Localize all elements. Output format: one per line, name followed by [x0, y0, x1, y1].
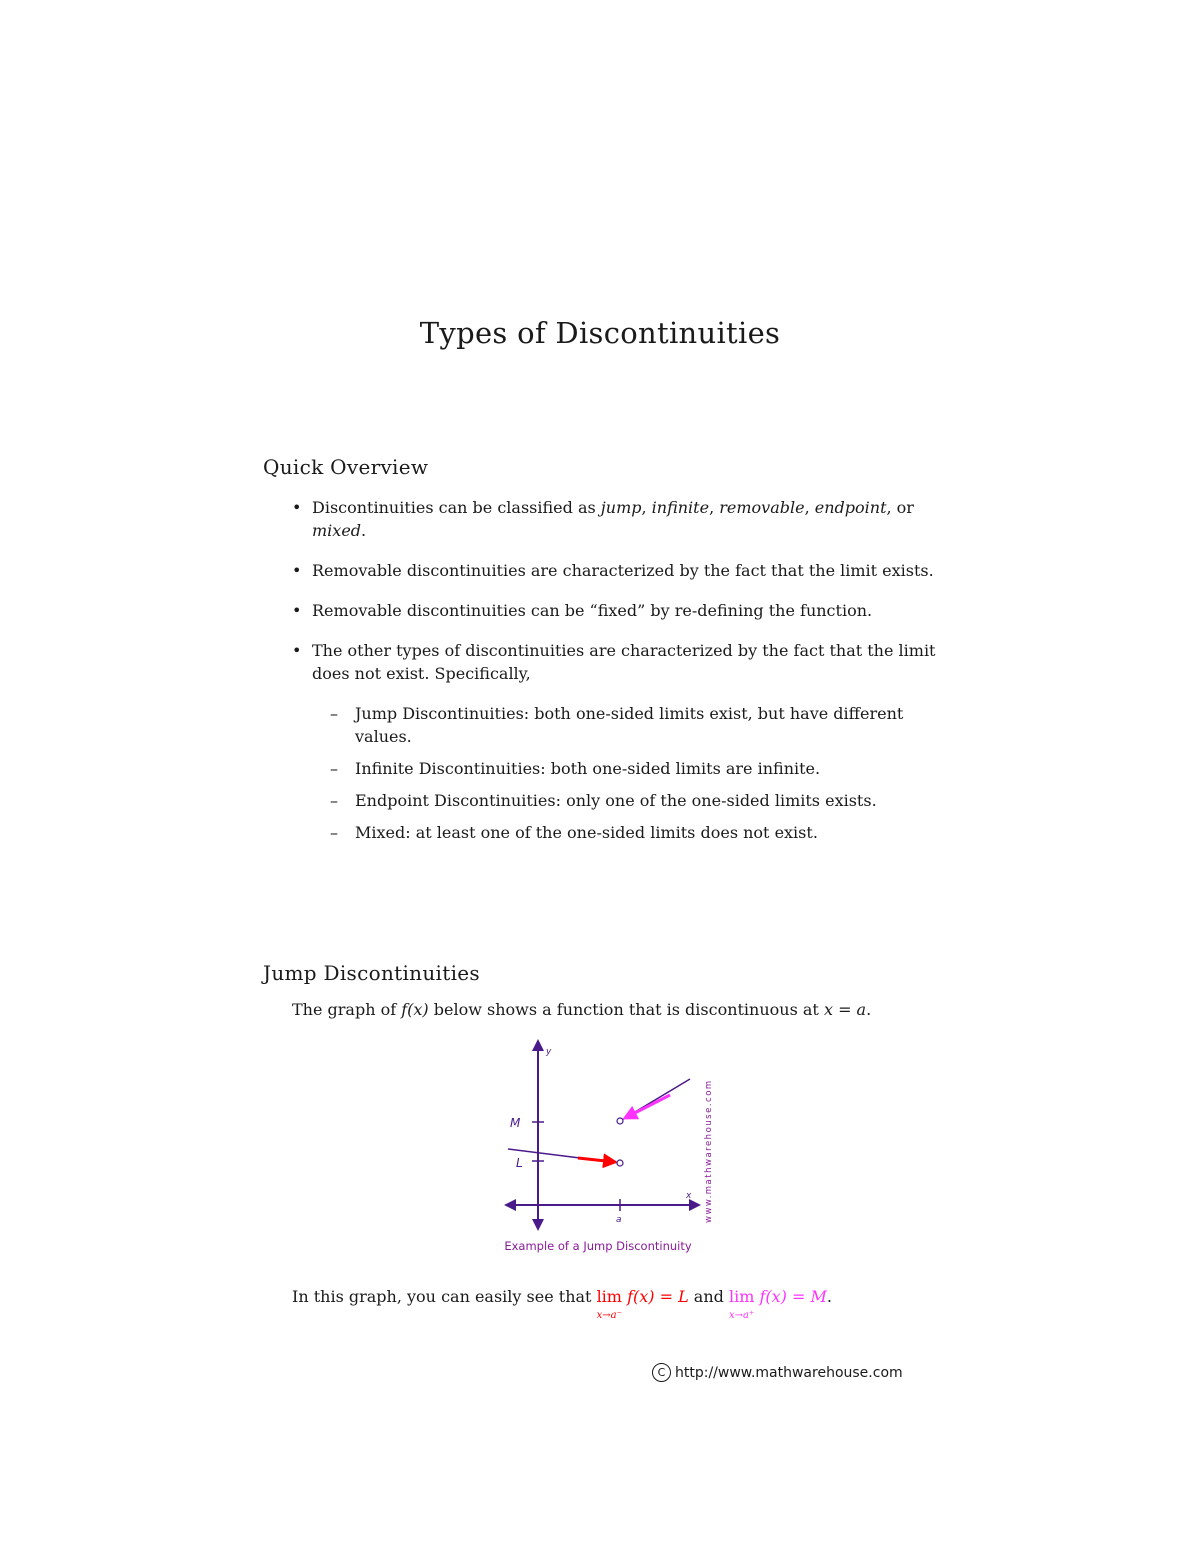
lim-subscript: x→a⁺ — [729, 1310, 755, 1321]
open-point-L — [617, 1160, 623, 1166]
page-title: Types of Discontinuities — [419, 316, 781, 350]
term-infinite: infinite — [651, 498, 710, 517]
text: below shows a function that is discontinuous at — [428, 1000, 824, 1019]
text: . — [826, 1287, 832, 1306]
separator: , — [709, 498, 720, 517]
list-item: • Removable discontinuities are characterized by the fact that the limit exists. — [290, 559, 938, 582]
term-endpoint: endpoint — [814, 498, 887, 517]
lim-subscript: x→a⁻ — [596, 1310, 622, 1321]
copyright-icon: C — [652, 1363, 671, 1382]
list-item: • Removable discontinuities can be “fixed” by re-defining the function. — [290, 599, 938, 622]
math-fx: f(x) — [401, 1000, 429, 1019]
footer — [652, 1363, 903, 1382]
watermark: www.mathwarehouse.com — [704, 1079, 714, 1223]
sub-list-item: – Mixed: at least one of the one-sided limits does not exist. — [312, 821, 938, 844]
separator: , or — [886, 498, 914, 517]
left-limit-arrow — [578, 1158, 615, 1162]
overview-list — [290, 496, 938, 861]
term-removable: removable — [719, 498, 805, 517]
sub-list-item: – Endpoint Discontinuities: only one of the one-sided limits exists. — [312, 789, 938, 812]
open-point-M — [617, 1118, 623, 1124]
right-limit-value: f(x) = M — [759, 1287, 827, 1306]
list-item — [290, 639, 938, 844]
separator: , — [804, 498, 815, 517]
text: and — [688, 1287, 729, 1306]
list-item — [290, 496, 938, 542]
sub-list-item: – Infinite Discontinuities: both one-sided limits are infinite. — [312, 757, 938, 780]
math-x-equals-a: x = a — [823, 1000, 867, 1019]
bullet-text: Discontinuities can be classified as — [312, 498, 601, 517]
y-axis-label: y — [546, 1047, 552, 1057]
tick-label-L: L — [516, 1156, 523, 1170]
jump-intro-paragraph — [292, 998, 871, 1021]
right-limit-expression — [728, 1285, 755, 1321]
separator: . — [361, 521, 367, 540]
left-limit-value: f(x) = L — [627, 1287, 689, 1306]
text: . — [866, 1000, 872, 1019]
lim-word: lim — [596, 1287, 622, 1306]
text: The graph of — [292, 1000, 402, 1019]
section-heading-jump: Jump Discontinuities — [263, 961, 480, 985]
section-heading-overview: Quick Overview — [263, 455, 429, 479]
left-limit-expression — [596, 1285, 622, 1321]
sub-list-item: – Jump Discontinuities: both one-sided limits exist, but have different values. — [312, 702, 938, 748]
text: In this graph, you can easily see that — [292, 1287, 597, 1306]
jump-discontinuity-figure — [470, 1035, 730, 1260]
limits-paragraph — [292, 1285, 832, 1321]
term-jump: jump — [600, 498, 642, 517]
right-limit-arrow — [625, 1095, 670, 1118]
footer-url[interactable]: http://www.mathwarehouse.com — [675, 1364, 903, 1381]
sub-list — [312, 702, 938, 844]
bullet-text: The other types of discontinuities are characterized by the fact that the limit does not exist. Specifically, — [312, 641, 936, 683]
separator: , — [641, 498, 652, 517]
tick-label-a: a — [616, 1215, 622, 1225]
x-axis-label: x — [686, 1191, 692, 1201]
lim-word: lim — [728, 1287, 755, 1306]
figure-caption: Example of a Jump Discontinuity — [504, 1239, 692, 1253]
term-mixed: mixed — [312, 521, 362, 540]
tick-label-M: M — [510, 1116, 521, 1130]
